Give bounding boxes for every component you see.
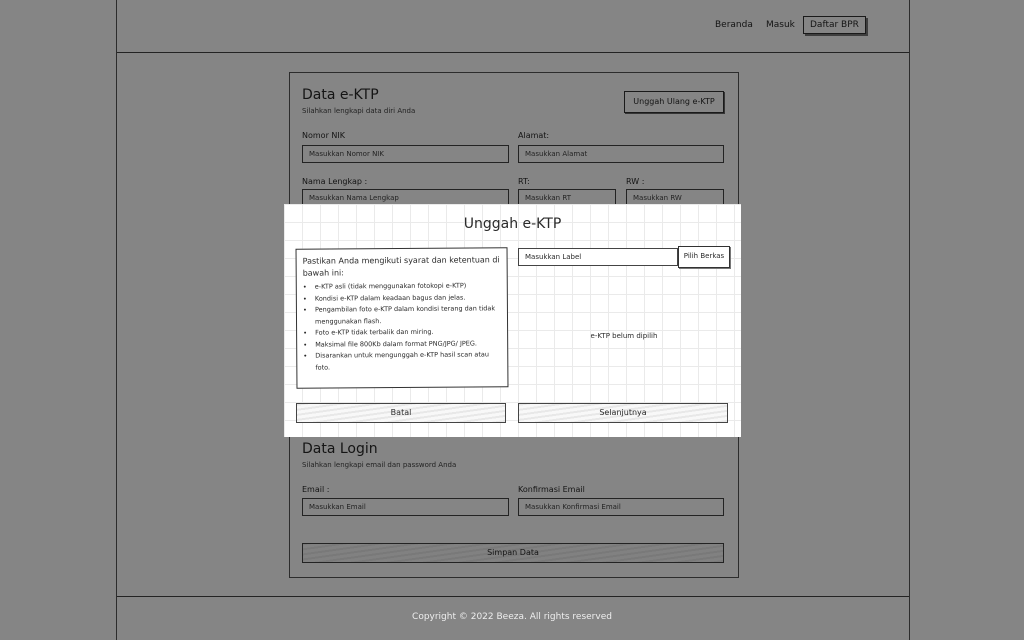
- requirements-box: [296, 247, 509, 388]
- full-name-label: Nama Lengkap :: [302, 177, 368, 186]
- list-item: • Disarankan untuk mengunggah e-KTP hasil scan atau foto.: [315, 349, 501, 373]
- list-item: • Pengambilan foto e-KTP dalam kondisi terang dan tidak menggunakan flash.: [315, 303, 501, 327]
- nav-register-button[interactable]: Daftar BPR: [803, 16, 866, 34]
- email-input[interactable]: Masukkan Email: [302, 498, 509, 516]
- upload-ektp-modal: [284, 204, 741, 437]
- login-section-title: Data Login: [302, 441, 378, 457]
- nav-login-link[interactable]: Masuk: [766, 20, 795, 30]
- rw-input[interactable]: Masukkan RW: [626, 189, 724, 207]
- empty-state-text: e-KTP belum dipilih: [590, 332, 658, 340]
- rw-label: RW :: [626, 177, 645, 186]
- nav-home-link[interactable]: Beranda: [715, 20, 753, 30]
- nik-label: Nomor NIK: [302, 131, 345, 140]
- email-label: Email :: [302, 485, 330, 494]
- footer-copyright: Copyright © 2022 Beeza. All rights reserved: [412, 612, 612, 622]
- confirm-email-label: Konfirmasi Email: [518, 485, 585, 494]
- address-label: Alamat:: [518, 131, 550, 140]
- login-section-subtitle: Silahkan lengkapi email dan password Anda: [302, 461, 457, 469]
- address-input[interactable]: Masukkan Alamat: [518, 145, 724, 163]
- pick-file-button[interactable]: Pilih Berkas: [678, 246, 730, 268]
- list-item: • Maksimal file 800Kb dalam format PNG/JPG/ JPEG.: [315, 338, 501, 351]
- ektp-section-title: Data e-KTP: [302, 87, 379, 103]
- confirm-email-input[interactable]: Masukkan Konfirmasi Email: [518, 498, 724, 516]
- requirements-list: [303, 280, 502, 373]
- modal-title: Unggah e-KTP: [463, 216, 562, 232]
- list-item: • e-KTP asli (tidak menggunakan fotokopi e-KTP): [315, 280, 501, 293]
- label-input[interactable]: Masukkan Label: [518, 248, 678, 266]
- rt-input[interactable]: Masukkan RT: [518, 189, 616, 207]
- cancel-button[interactable]: Batal: [296, 403, 506, 423]
- nik-input[interactable]: Masukkan Nomor NIK: [302, 145, 509, 163]
- next-button[interactable]: Selanjutnya: [518, 403, 728, 423]
- ektp-section-subtitle: Silahkan lengkapi data diri Anda: [302, 107, 416, 115]
- rt-label: RT:: [518, 177, 530, 186]
- save-data-button[interactable]: Simpan Data: [302, 543, 724, 563]
- requirements-title: Pastikan Anda mengikuti syarat dan ketentuan di bawah ini:: [302, 255, 500, 278]
- list-item: • Foto e-KTP tidak terbalik dan miring.: [315, 326, 501, 339]
- reupload-ektp-button[interactable]: Unggah Ulang e-KTP: [624, 91, 724, 113]
- list-item: • Kondisi e-KTP dalam keadaan bagus dan jelas.: [315, 292, 501, 305]
- full-name-input[interactable]: Masukkan Nama Lengkap: [302, 189, 509, 207]
